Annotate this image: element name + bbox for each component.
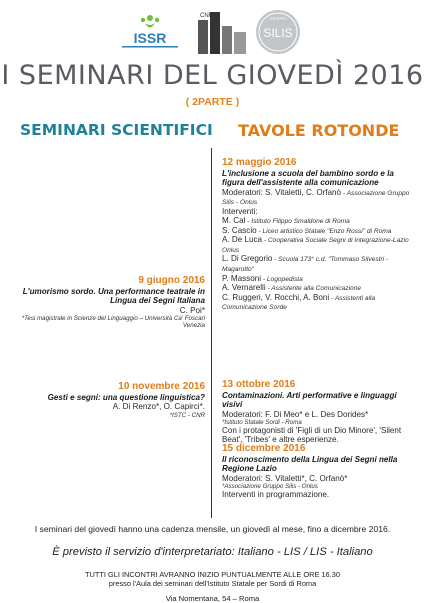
frequency-note: I seminari del giovedì hanno una cadenza mensile, un giovedì al mese, fino a dicembre 2016. [34, 524, 391, 534]
event-date: 12 maggio 2016 [222, 157, 297, 168]
speaker-item: A. De Luca - Cooperativa Sociale Segni di Integrazione-Lazio Onlus [222, 235, 409, 254]
event-dec15 [222, 442, 418, 499]
speaker-item: M. Cal - Istituto Filippo Smaldone di Roma [222, 216, 350, 226]
event-may12 [222, 156, 418, 312]
silis-logo [255, 7, 301, 57]
right-column-heading: TAVOLE ROTONDE [238, 121, 400, 140]
speaker-item: P. Massoni - Logopedista [222, 273, 303, 283]
venue-line: presso l'Aula dei seminari dell'Istituto Statale per Sordi di Roma [108, 579, 317, 589]
event-speaker: A. Di Renzo*, O. Capirci*. [112, 402, 205, 412]
speaker-item: L. Di Gregorio - Scuola 173° c.d. "Tommaso Silvestri - Magarotto" [222, 254, 389, 273]
event-note: *ISTC - CNR [169, 411, 205, 419]
event-date: 10 novembre 2016 [118, 381, 205, 392]
event-extra: Interventi in programmazione. [222, 490, 330, 500]
event-title: Gesti e segni: una questione linguistica? [47, 393, 205, 402]
event-nov10 [12, 380, 205, 419]
event-oct13 [222, 378, 418, 445]
speaker-item: S. Cascio - Liceo artistico Statale "Enzo Rossi" di Roma [222, 225, 392, 235]
event-note: *Tesi magistrale in Scienze del Linguaggio – Università Ca' Foscari Venezia [21, 314, 205, 330]
event-moderators: Moderatori: F. Di Meo* e L. Des Dorides* [222, 409, 369, 419]
event-interventi-label: Interventi: [222, 206, 258, 216]
event-date: 15 dicembre 2016 [222, 443, 306, 454]
event-date: 9 giugno 2016 [138, 275, 205, 286]
event-moderators: Moderatori: S. Vitaletti, C. Orfanò - Associazione Gruppo Silis - Onlus [222, 187, 410, 207]
page-title: I SEMINARI DEL GIOVEDÌ 2016 [1, 60, 424, 91]
event-speaker: C. Poi* [179, 305, 205, 315]
speaker-item: A. Vernarelli - Assistente alla Comunicazione [222, 283, 362, 293]
svg-text:ISSR: ISSR [133, 30, 167, 46]
address: Via Nomentana, 54 – Roma [165, 594, 260, 603]
interpreting-note: È previsto il servizio d'interpretariato: Italiano - LIS / LIS - Italiano [52, 546, 373, 558]
issr-logo [112, 12, 188, 52]
event-date: 13 ottobre 2016 [222, 379, 296, 390]
event-jun9 [12, 274, 205, 329]
svg-text:CNR: CNR [200, 13, 213, 19]
event-extra: Con i protagonisti di 'Figli di un Dio Minore', 'Silent Beat', 'Tribes' e altre esperienze. [222, 426, 402, 445]
event-title: Il riconoscimento della Lingua dei Segni nella Regione Lazio [222, 455, 398, 474]
column-divider [211, 148, 212, 518]
start-time-line: TUTTI GLI INCONTRI AVRANNO INIZIO PUNTUALMENTE ALLE ORE 16.30 [85, 570, 340, 579]
svg-text:SILIS: SILIS [263, 26, 293, 40]
start-time-note [0, 570, 425, 589]
left-column-heading: SEMINARI SCIENTIFICI [20, 121, 213, 139]
cnr-logo [196, 8, 248, 56]
speaker-item: C. Ruggeri, V. Rocchi, A. Boni - Assistenti alla Comunicazione Sorde [222, 292, 376, 312]
event-title: Contaminazioni. Arti performative e linguaggi visivi [222, 391, 397, 410]
svg-text:GRUPPO: GRUPPO [269, 16, 287, 21]
page-subtitle: ( 2PARTE ) [185, 96, 240, 108]
event-moderators: Moderatori: S. Vitaletti*, C. Orfanò* [222, 473, 348, 483]
event-title: L'umorismo sordo. Una performance teatrale in Lingua dei Segni Italiana [22, 287, 205, 306]
event-title: L'inclusione a scuola del bambino sordo e la figura dell'assistente alla comunicazione [222, 169, 394, 188]
event-note: *Associazione Gruppo Silis - Onlus [222, 482, 318, 490]
event-note: *Istituto Statale Sordi - Roma [222, 418, 302, 426]
